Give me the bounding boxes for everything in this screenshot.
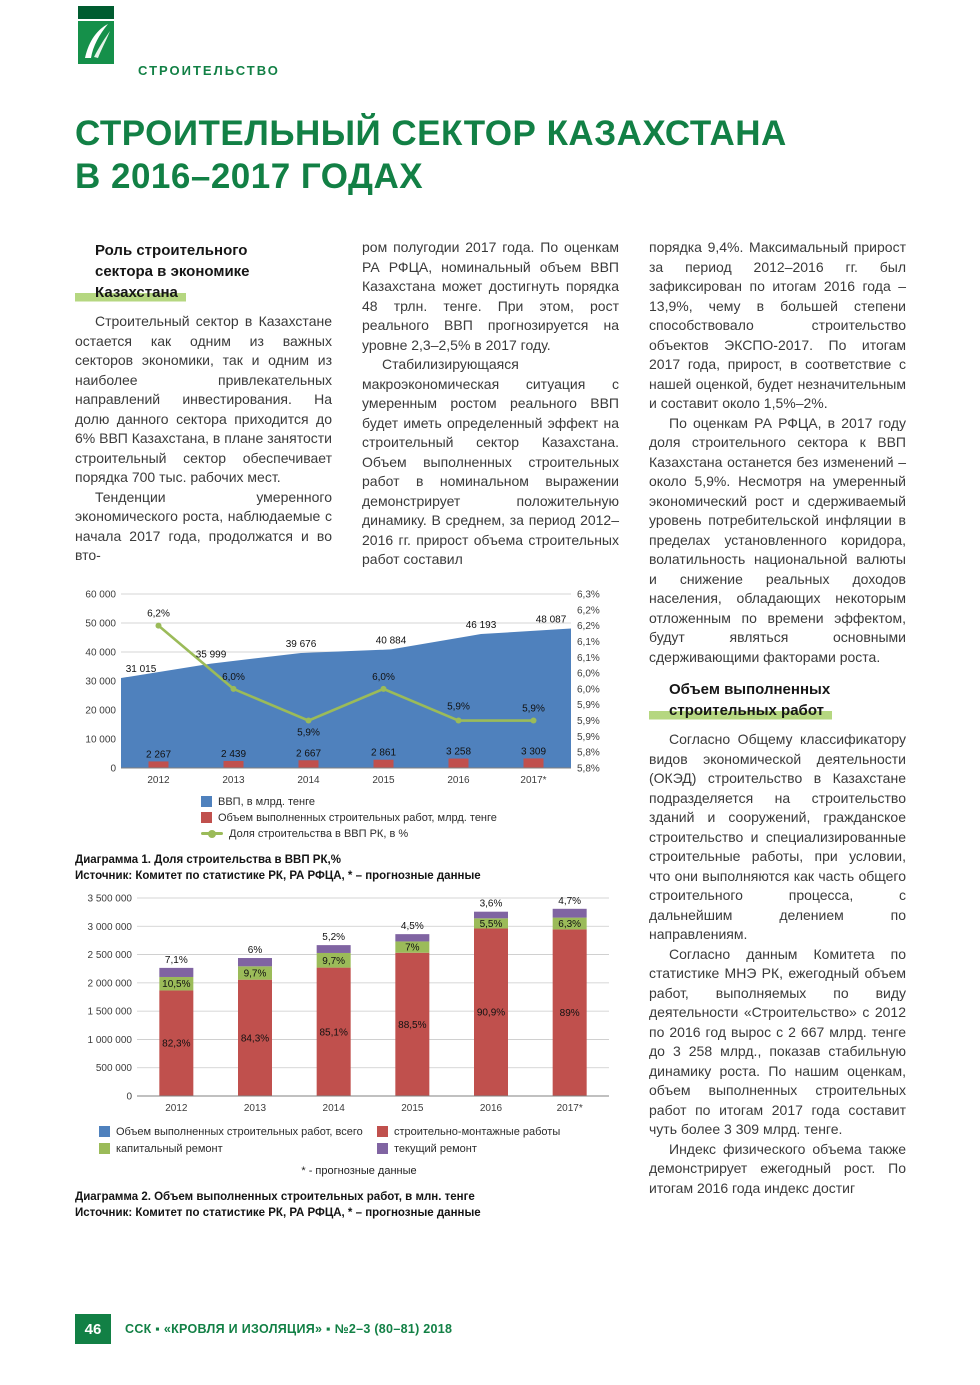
svg-text:6,2%: 6,2% (577, 604, 600, 616)
legend-swatch-purple (377, 1143, 388, 1154)
svg-text:7%: 7% (405, 942, 420, 954)
svg-text:30 000: 30 000 (85, 676, 116, 687)
svg-text:2012: 2012 (165, 1102, 188, 1114)
legend-item-capital-repair: капитальный ремонт (99, 1143, 377, 1155)
legend-swatch-green (99, 1143, 110, 1154)
svg-text:2014: 2014 (297, 774, 320, 786)
svg-text:2017*: 2017* (556, 1102, 583, 1114)
svg-text:85,1%: 85,1% (319, 1026, 348, 1038)
svg-text:10 000: 10 000 (85, 734, 116, 745)
svg-text:84,3%: 84,3% (240, 1032, 270, 1044)
svg-text:50 000: 50 000 (85, 618, 116, 629)
page-number-badge: 46 (75, 1314, 111, 1344)
section-label: СТРОИТЕЛЬСТВО (138, 63, 280, 78)
svg-text:6,2%: 6,2% (147, 608, 170, 620)
chart-1-source: Источник: Комитет по статистике РК, РА РФЦА, * – прогнозные данные (75, 869, 481, 882)
legend-swatch-red (377, 1126, 388, 1137)
svg-text:5,8%: 5,8% (577, 747, 600, 759)
svg-text:6%: 6% (247, 944, 263, 956)
page-title-line2: В 2016–2017 ГОДАХ (75, 157, 424, 196)
svg-text:5,9%: 5,9% (522, 703, 545, 715)
svg-text:2012: 2012 (147, 774, 170, 786)
svg-text:60 000: 60 000 (85, 589, 116, 600)
column-2 (362, 238, 619, 570)
svg-text:0: 0 (110, 763, 116, 774)
svg-text:5,8%: 5,8% (577, 763, 600, 774)
svg-text:1 000 000: 1 000 000 (87, 1034, 132, 1046)
svg-text:39 676: 39 676 (285, 638, 317, 650)
column-3 (649, 238, 906, 1221)
column-3-heading: Объем выполненных строительных работ (649, 679, 906, 721)
svg-text:5,9%: 5,9% (577, 731, 600, 743)
legend-swatch-blue (99, 1126, 110, 1137)
column-1 (75, 238, 332, 570)
svg-text:88,5%: 88,5% (398, 1019, 427, 1031)
legend-item-total: Объем выполненных строительных работ, всего (99, 1126, 377, 1138)
svg-text:35 999: 35 999 (195, 649, 227, 661)
svg-text:5,5%: 5,5% (479, 918, 503, 930)
svg-text:5,9%: 5,9% (297, 727, 320, 739)
svg-text:2 667: 2 667 (295, 747, 322, 759)
body-paragraph: ром полугодии 2017 года. По оценкам РА РФЦА, номинальный объем ВВП Казахстана может достигнуть порядка 48 трлн. тенге. При этом, рост реального ВВП прогнозируется на уровне 2,3–2,5% в 2017 году. (362, 239, 619, 353)
svg-text:2 500 000: 2 500 000 (87, 949, 132, 961)
legend-item-share-line: Доля строительства в ВВП РК, в % (201, 828, 619, 840)
column-1-heading: Роль строительного сектора в экономике Казахстана (75, 240, 332, 303)
svg-text:6,2%: 6,2% (577, 620, 600, 632)
leaf-logo-icon (78, 6, 114, 64)
svg-text:9,7%: 9,7% (243, 967, 267, 979)
svg-text:2016: 2016 (479, 1102, 503, 1114)
svg-text:31 015: 31 015 (125, 663, 157, 675)
svg-text:2015: 2015 (372, 774, 395, 786)
svg-text:10,5%: 10,5% (162, 978, 191, 990)
svg-text:6,0%: 6,0% (222, 671, 245, 683)
svg-text:9,7%: 9,7% (322, 955, 346, 967)
body-paragraph: По оценкам РА РФЦА, в 2017 году доля строительного сектора к ВВП Казахстана останется без изменений – около 5,9%. Несмотря на умеренный экономический рост и сдерживаемый уровень потребительской инфляции в пределах установленного коридора, волатильность национальной валюты и снижение реальных доходов населения, обладающих некоторым отложенным по времени эффектом, будут являться основными сдерживающими факторами роста. (649, 414, 906, 665)
chart-2-figure (75, 892, 619, 1221)
body-paragraph: Согласно Общему классификатору видов экономической деятельности (ОКЭД) строительство в Казахстане подразделяется на строительство зданий и сооружений, гражданское строительство и специализированные строительные работы, при условии, что они выполняются как часть общего строительного процесса, с дальнейшим делением по направлениям. (649, 731, 906, 942)
svg-text:2013: 2013 (222, 774, 245, 786)
svg-text:6,1%: 6,1% (577, 636, 600, 648)
svg-text:4,7%: 4,7% (558, 895, 582, 907)
svg-text:46 193: 46 193 (465, 619, 497, 631)
svg-text:2017*: 2017* (520, 774, 547, 786)
svg-text:2 267: 2 267 (145, 748, 172, 760)
chart-2-title: Диаграмма 2. Объем выполненных строительных работ, в млн. тенге (75, 1190, 475, 1203)
svg-text:3 258: 3 258 (445, 746, 472, 758)
svg-text:6,0%: 6,0% (577, 668, 600, 680)
page-footer (75, 1314, 452, 1344)
svg-text:2016: 2016 (447, 774, 470, 786)
legend-item-installation-works: строительно-монтажные работы (377, 1126, 560, 1138)
journal-logo (78, 6, 114, 64)
footer-journal-info: ССК ▪ «КРОВЛЯ И ИЗОЛЯЦИЯ» ▪ №2–3 (80–81) 2018 (125, 1322, 453, 1336)
legend-item-construction-volume: Объем выполненных строительных работ, млрд. тенге (201, 812, 619, 824)
svg-text:2013: 2013 (243, 1102, 267, 1114)
chart-2-source: Источник: Комитет по статистике РК, РА РФЦА, * – прогнозные данные (75, 1206, 481, 1219)
page-title (75, 112, 787, 198)
svg-text:2 861: 2 861 (370, 747, 397, 759)
chart-1-legend (201, 796, 619, 840)
heading-highlight: строительных работ (649, 700, 832, 721)
svg-text:82,3%: 82,3% (162, 1038, 191, 1050)
svg-text:2 000 000: 2 000 000 (87, 977, 132, 989)
svg-text:500 000: 500 000 (95, 1062, 132, 1074)
svg-text:6,0%: 6,0% (372, 671, 395, 683)
heading-highlight: Казахстана (75, 282, 186, 303)
svg-text:6,3%: 6,3% (558, 918, 582, 930)
svg-text:5,2%: 5,2% (322, 931, 346, 943)
body-paragraph: Стабилизирующаяся макроэкономическая ситуация с умеренным ростом реального ВВП будет иметь определенный эффект на строительный сектор Казахстана. Объем выполненных строительных работ в номинальном выражении демонстрирует положительную динамику. В среднем, за период 2012–2016 гг. прирост объема строительных работ составил (362, 356, 619, 567)
svg-text:3 309: 3 309 (520, 745, 547, 757)
article-body (75, 238, 907, 1221)
svg-text:5,9%: 5,9% (447, 701, 470, 713)
svg-text:40 000: 40 000 (85, 647, 116, 658)
legend-line-marker (201, 832, 223, 835)
chart-1-gdp-combo-chart (75, 586, 619, 792)
svg-text:90,9%: 90,9% (476, 1007, 506, 1019)
body-paragraph: Строительный сектор в Казахстане остается как одним из важных секторов экономики, так и одним из наиболее привлекательных направлений инвестирования. На долю данного сектора приходится до 6% ВВП Казахстана, в плане занятости строительный сектор обеспечивает порядка 700 тыс. рабочих мест. (75, 313, 332, 485)
chart-1-title: Диаграмма 1. Доля строительства в ВВП РК,% (75, 853, 341, 866)
svg-text:5,9%: 5,9% (577, 699, 600, 711)
legend-swatch-blue (201, 796, 212, 807)
legend-item-current-repair: текущий ремонт (377, 1143, 477, 1155)
chart-2-legend (75, 1126, 619, 1177)
body-paragraph: Согласно данным Комитета по статистике МНЭ РК, ежегодный объем работ, выполняемых по виду деятельности «Строительство» с 2012 по 2016 год вырос с 2 667 млрд. тенге до 3 258 млрд., показав стабильную динамику роста. По нашим оценкам, объем выполненных строительных работ по итогам 2017 года составит чуть более 3 309 млрд. тенге. (649, 945, 906, 1137)
svg-text:6,0%: 6,0% (577, 683, 600, 695)
svg-text:6,3%: 6,3% (577, 589, 600, 600)
svg-text:5,9%: 5,9% (577, 715, 600, 727)
svg-text:4,5%: 4,5% (400, 920, 424, 932)
svg-text:89%: 89% (559, 1007, 580, 1019)
body-paragraph: Тенденции умеренного экономического роста, наблюдаемые с начала 2017 года, продолжатся и во вто- (75, 488, 332, 563)
forecast-note: * - прогнозные данные (301, 1164, 417, 1177)
svg-text:40 884: 40 884 (375, 634, 407, 646)
svg-text:6,1%: 6,1% (577, 652, 600, 664)
svg-text:2015: 2015 (401, 1102, 424, 1114)
svg-text:1 500 000: 1 500 000 (87, 1006, 132, 1018)
chart-1-caption (75, 852, 619, 884)
svg-text:2 439: 2 439 (220, 748, 247, 760)
body-paragraph: Индекс физического объема также демонстрирует ежегодный рост. По итогам 2016 года индекс достиг (649, 1140, 906, 1196)
svg-text:3,6%: 3,6% (479, 898, 503, 910)
chart-1-figure (75, 586, 619, 884)
svg-text:20 000: 20 000 (85, 705, 116, 716)
chart-2-caption (75, 1189, 619, 1221)
legend-item-gdp: ВВП, в млрд. тенге (201, 796, 619, 808)
svg-text:0: 0 (126, 1091, 132, 1102)
svg-text:48 087: 48 087 (535, 614, 567, 626)
body-paragraph: порядка 9,4%. Максимальный прирост за период 2012–2016 гг. был зафиксирован по итогам 2016 года – 13,9%, чему в большей степени способствовало строительство объектов ЭКСПО-2017. По итогам 2017 года, прирост, в соответствие с нашей оценкой, будет незначительным и составит около 1,5%–2%. (649, 239, 906, 411)
svg-text:2014: 2014 (322, 1102, 345, 1114)
page-title-line1: СТРОИТЕЛЬНЫЙ СЕКТОР КАЗАХСТАНА (75, 114, 787, 153)
chart-2-stacked-bar-chart (75, 892, 619, 1120)
svg-text:3 000 000: 3 000 000 (87, 921, 132, 933)
legend-swatch-red (201, 812, 212, 823)
svg-text:7,1%: 7,1% (164, 954, 188, 966)
svg-text:3 500 000: 3 500 000 (87, 893, 132, 904)
